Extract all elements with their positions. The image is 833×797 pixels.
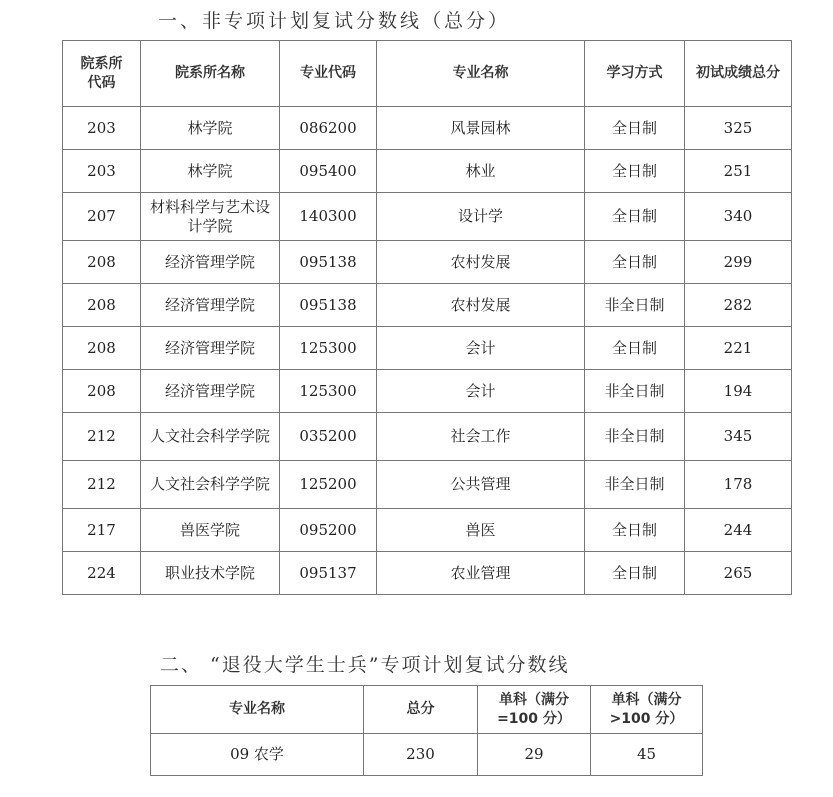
cell-total-score: 345 <box>685 413 792 461</box>
cell-total-score: 265 <box>685 552 792 595</box>
cell-total-score: 230 <box>364 734 478 776</box>
cell-dept-name: 经济管理学院 <box>141 370 280 413</box>
cell-major-code: 095138 <box>280 241 377 284</box>
cell-total-score: 282 <box>685 284 792 327</box>
header-study-mode: 学习方式 <box>585 41 685 107</box>
cell-total-score: 244 <box>685 509 792 552</box>
cell-major-name: 会计 <box>377 327 585 370</box>
cell-dept-code: 208 <box>63 327 141 370</box>
cell-study-mode: 全日制 <box>585 193 685 241</box>
cell-dept-name: 人文社会科学学院 <box>141 413 280 461</box>
cell-major-name: 设计学 <box>377 193 585 241</box>
cell-major-code: 095138 <box>280 284 377 327</box>
cell-major-name: 风景园林 <box>377 107 585 150</box>
table-row <box>63 193 792 241</box>
table-row <box>63 241 792 284</box>
cell-dept-code: 203 <box>63 107 141 150</box>
cell-total-score: 221 <box>685 327 792 370</box>
cell-dept-code: 212 <box>63 461 141 509</box>
table-row <box>63 552 792 595</box>
cell-single-subject-100: 29 <box>478 734 591 776</box>
cell-major-name: 农村发展 <box>377 241 585 284</box>
cell-study-mode: 全日制 <box>585 509 685 552</box>
cell-dept-code: 208 <box>63 370 141 413</box>
header-major-name: 专业名称 <box>151 686 364 734</box>
cell-total-score: 299 <box>685 241 792 284</box>
cell-major-name: 农村发展 <box>377 284 585 327</box>
cell-major-name: 09 农学 <box>151 734 364 776</box>
cell-major-name: 公共管理 <box>377 461 585 509</box>
cell-major-name: 农业管理 <box>377 552 585 595</box>
section2-title: 二、 “退役大学生士兵”专项计划复试分数线 <box>160 654 570 676</box>
table-row <box>151 734 703 776</box>
table-row <box>63 107 792 150</box>
cell-dept-name: 经济管理学院 <box>141 241 280 284</box>
cell-dept-code: 212 <box>63 413 141 461</box>
cell-dept-name: 职业技术学院 <box>141 552 280 595</box>
header-major-code: 专业代码 <box>280 41 377 107</box>
cell-dept-code: 208 <box>63 284 141 327</box>
cell-major-name: 林业 <box>377 150 585 193</box>
non-special-plan-score-table <box>62 40 792 595</box>
table-row <box>63 327 792 370</box>
header-major-name: 专业名称 <box>377 41 585 107</box>
table-header-row <box>63 41 792 107</box>
table-row <box>63 150 792 193</box>
cell-dept-code: 208 <box>63 241 141 284</box>
cell-dept-name: 经济管理学院 <box>141 327 280 370</box>
cell-dept-code: 203 <box>63 150 141 193</box>
cell-major-code: 095400 <box>280 150 377 193</box>
cell-total-score: 178 <box>685 461 792 509</box>
cell-dept-name: 材料科学与艺术设计学院 <box>141 193 280 241</box>
cell-major-code: 125300 <box>280 370 377 413</box>
cell-dept-code: 224 <box>63 552 141 595</box>
cell-major-code: 035200 <box>280 413 377 461</box>
cell-study-mode: 非全日制 <box>585 413 685 461</box>
header-total-score: 初试成绩总分 <box>685 41 792 107</box>
header-single-subject-over-100: 单科（满分>100 分） <box>591 686 703 734</box>
table-row <box>63 509 792 552</box>
cell-dept-name: 人文社会科学学院 <box>141 461 280 509</box>
cell-major-code: 140300 <box>280 193 377 241</box>
cell-dept-name: 兽医学院 <box>141 509 280 552</box>
cell-total-score: 251 <box>685 150 792 193</box>
cell-major-code: 095137 <box>280 552 377 595</box>
cell-major-code: 125300 <box>280 327 377 370</box>
cell-study-mode: 全日制 <box>585 327 685 370</box>
cell-study-mode: 非全日制 <box>585 370 685 413</box>
section1-title: 一、非专项计划复试分数线（总分） <box>158 10 511 32</box>
cell-study-mode: 全日制 <box>585 552 685 595</box>
table-header-row <box>151 686 703 734</box>
cell-total-score: 340 <box>685 193 792 241</box>
header-single-subject-100: 单科（满分=100 分） <box>478 686 591 734</box>
cell-total-score: 325 <box>685 107 792 150</box>
cell-major-name: 社会工作 <box>377 413 585 461</box>
cell-dept-name: 林学院 <box>141 107 280 150</box>
header-dept-name: 院系所名称 <box>141 41 280 107</box>
cell-study-mode: 全日制 <box>585 150 685 193</box>
cell-major-name: 会计 <box>377 370 585 413</box>
cell-study-mode: 全日制 <box>585 107 685 150</box>
table-row <box>63 413 792 461</box>
cell-major-name: 兽医 <box>377 509 585 552</box>
veteran-special-plan-score-table <box>150 685 703 776</box>
table-row <box>63 461 792 509</box>
cell-major-code: 125200 <box>280 461 377 509</box>
cell-dept-code: 207 <box>63 193 141 241</box>
cell-study-mode: 非全日制 <box>585 284 685 327</box>
header-total-score: 总分 <box>364 686 478 734</box>
cell-dept-name: 林学院 <box>141 150 280 193</box>
cell-major-code: 095200 <box>280 509 377 552</box>
cell-single-subject-over-100: 45 <box>591 734 703 776</box>
table-row <box>63 370 792 413</box>
cell-total-score: 194 <box>685 370 792 413</box>
cell-study-mode: 全日制 <box>585 241 685 284</box>
cell-study-mode: 非全日制 <box>585 461 685 509</box>
cell-dept-name: 经济管理学院 <box>141 284 280 327</box>
header-dept-code: 院系所代码 <box>63 41 141 107</box>
table-row <box>63 284 792 327</box>
cell-dept-code: 217 <box>63 509 141 552</box>
cell-major-code: 086200 <box>280 107 377 150</box>
